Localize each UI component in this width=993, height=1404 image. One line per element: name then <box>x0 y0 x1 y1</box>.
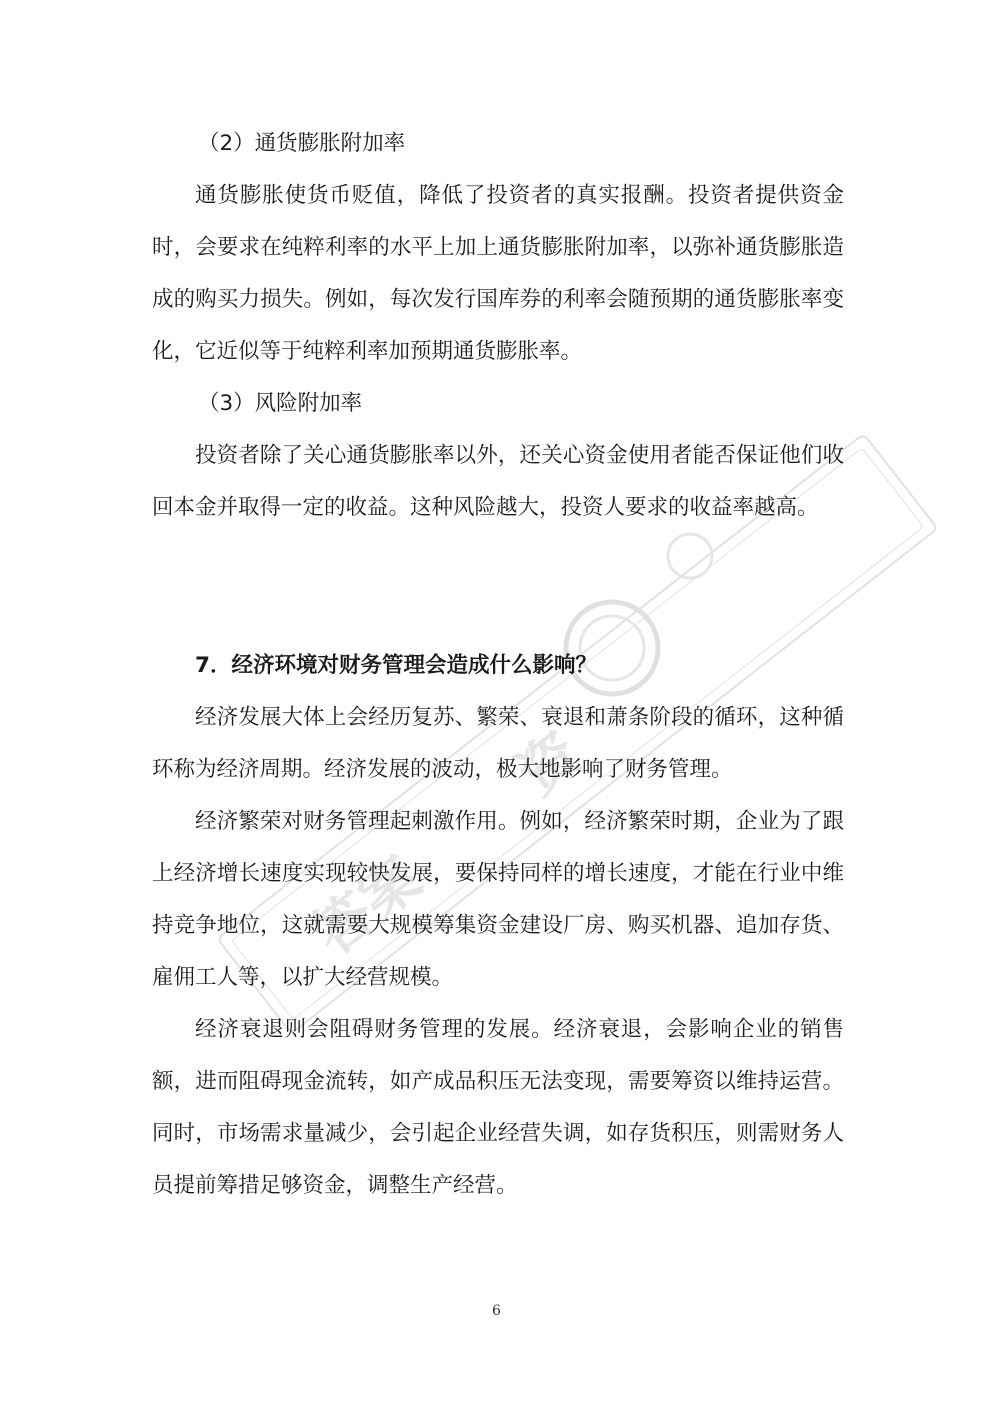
question7-para2: 经济繁荣对财务管理起刺激作用。例如，经济繁荣时期，企业为了跟上经济增长速度实现较快发展，要保持同样的增长速度，才能在行业中维持竞争地位，这就需要大规模筹集资金建设厂房、购买机器、追加存货、雇佣工人等，以扩大经营规模。 <box>152 809 844 990</box>
text-block-upper <box>152 118 844 534</box>
page-number: 6 <box>492 1303 501 1319</box>
question7-para1: 经济发展大体上会经历复苏、繁荣、衰退和萧条阶段的循环，这种循环称为经济周期。经济发展的波动，极大地影响了财务管理。 <box>152 705 844 782</box>
question7-heading: 7．经济环境对财务管理会造成什么影响？ <box>195 653 597 678</box>
watermark-text-2: 资 <box>505 718 593 809</box>
section3-heading: （3）风险附加率 <box>198 391 363 416</box>
section3-body: 投资者除了关心通货膨胀率以外，还关心资金使用者能否保证他们收回本金并取得一定的收益。这种风险越大，投资人要求的收益率越高。 <box>152 443 844 520</box>
watermark-text-1: 答案 <box>300 843 434 969</box>
section2-heading: （2）通货膨胀附加率 <box>198 131 406 156</box>
text-block-lower <box>152 640 844 1212</box>
section2-body: 通货膨胀使货币贬值，降低了投资者的真实报酬。投资者提供资金时，会要求在纯粹利率的水平上加上通货膨胀附加率，以弥补通货膨胀造成的购买力损失。例如，每次发行国库券的利率会随预期的通货膨胀率变化，它近似等于纯粹利率加预期通货膨胀率。 <box>152 183 844 364</box>
question7-para3: 经济衰退则会阻碍财务管理的发展。经济衰退，会影响企业的销售额，进而阻碍现金流转，如产成品积压无法变现，需要筹资以维持运营。同时，市场需求量减少，会引起企业经营失调，如存货积压，则需财务人员提前筹措足够资金，调整生产经营。 <box>152 1017 844 1198</box>
